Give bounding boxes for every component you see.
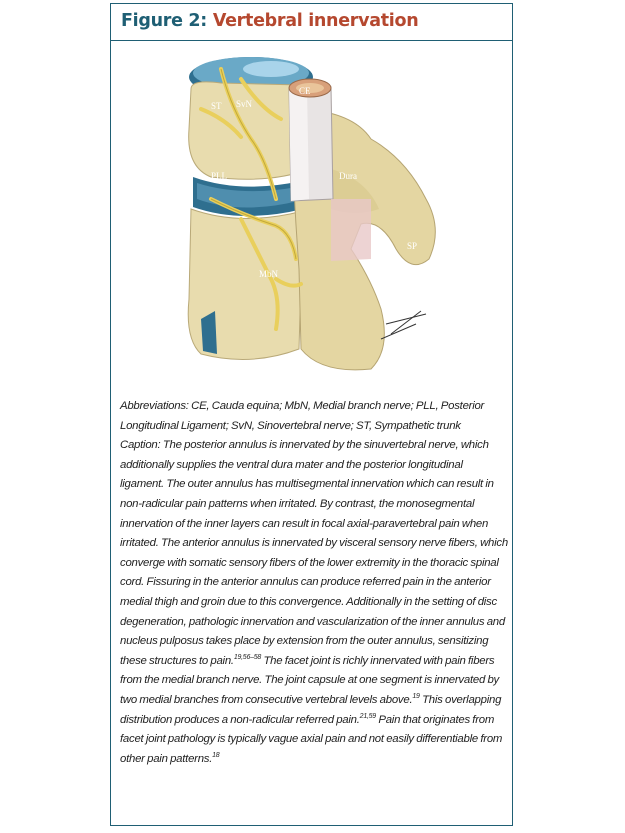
figure-name: Vertebral innervation: [212, 11, 419, 31]
caption-body: [120, 436, 508, 769]
label-dura: Dura: [339, 171, 357, 181]
figure-frame: [110, 3, 513, 826]
caption-ref-4: 18: [212, 751, 220, 759]
caption-text-4: Pain that originates from facet joint pathology is typically vague axial pain and not easily differentiable from other pain patterns.: [120, 713, 503, 765]
label-mbn: MbN: [259, 269, 279, 279]
label-sp: SP: [407, 241, 418, 251]
caption-text-1: Caption: The posterior annulus is innervated by the sinuvertebral nerve, which additionally supplies the ventral dura mater and the posterior longitudinal ligament. The outer annulus has multisegmental innervation which can result in non-radicular pain patterns when irritated. By contrast, the monosegmental innervation of the inner layers can result in focal axial-paravertebral pain when irritated. The anterior annulus is innervated by visceral sensory nerve fibers, which converge with somatic sensory fibers of the lower extremity in the thoracic spinal cord. Fissuring in the anterior annulus can produce referred pain in the anterior medial thigh and groin due to this convergence. Additionally in the setting of disc degeneration, pathologic innervation and vascularization of the inner annulus and nucleus pulposus takes place by extension from the outer annulus, sensitizing these structures to pain.: [120, 439, 508, 667]
caption-text-3: This overlapping distribution produces a non-radicular referred pain.: [120, 693, 502, 726]
caption-text-2: The facet joint is richly innervated with pain fibers from the medial branch nerve. The joint capsule at one segment is innervated by two medial branches from consecutive vertebral levels above.: [120, 654, 499, 706]
figure-label: Figure 2:: [121, 11, 208, 31]
figure-caption: [120, 397, 508, 769]
caption-ref-2: 19: [412, 693, 420, 701]
caption-abbreviations: Abbreviations: CE, Cauda equina; MbN, Medial branch nerve; PLL, Posterior Longitudinal Ligament; SvN, Sinovertebral nerve; ST, Sympathetic trunk: [120, 400, 485, 432]
vertebra-illustration: [181, 49, 449, 377]
label-st: ST: [211, 101, 222, 111]
label-svn: SvN: [236, 99, 253, 109]
label-pll: PLL: [211, 171, 228, 181]
figure-title: [111, 4, 512, 41]
caption-ref-1: 19,56–58: [233, 653, 262, 661]
caption-ref-3: 21,59: [359, 712, 376, 720]
label-ce: CE: [299, 86, 311, 96]
